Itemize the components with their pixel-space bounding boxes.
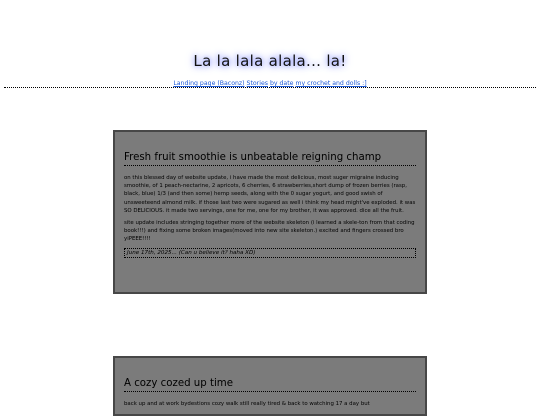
nav-link-by-date[interactable]: by date [269,80,294,87]
nav-divider [4,87,536,88]
post-paragraph: site update includes stringing together more of the website skeleton (i learned a skele-ton from that coding book!!!) and fixing some broken images(moved into new site skeleton.) excited and fingers crossed bro yiPEEE!!!! [124,220,415,243]
post-paragraph: back up and at work bydestions cozy walk still really tired & back to watching 17 a day but [124,401,370,407]
blog-post [113,356,427,416]
post-title: Fresh fruit smoothie is unbeatable reigning champ [124,152,416,166]
nav-link-landing[interactable]: Landing page (Baconz) [173,80,245,87]
nav-link-stories[interactable]: Stories [246,80,268,87]
post-title: A cozy cozed up time [124,378,416,392]
post-date: June 17th, 2025... (Can u believe it? haha XD) [124,248,416,258]
nav-link-crochet[interactable]: my crochet and dolls :] [295,80,367,87]
blog-post [113,130,427,294]
nav-bar [0,80,540,87]
post-paragraph: on this blessed day of website update, i have made the most delicious, most suger migraine inducing smoothie, of 1 peach-nectarine, 2 apricots, 6 cherries, 6 strawberries,short dump of frozen berries (rasp, black, blue) 1/3 (and then some) hemp seeds, along with the 0 sugar yogurt, and good swish of unsweeteend almond milk. if those last two were sugared as well i think my head might've exploded. it was SO DELICIOUS. it made two servings, one for me, one for my brother, it was approved. dice all the fruit. [124,175,416,214]
site-title: La la lala alala... la! [193,52,347,70]
